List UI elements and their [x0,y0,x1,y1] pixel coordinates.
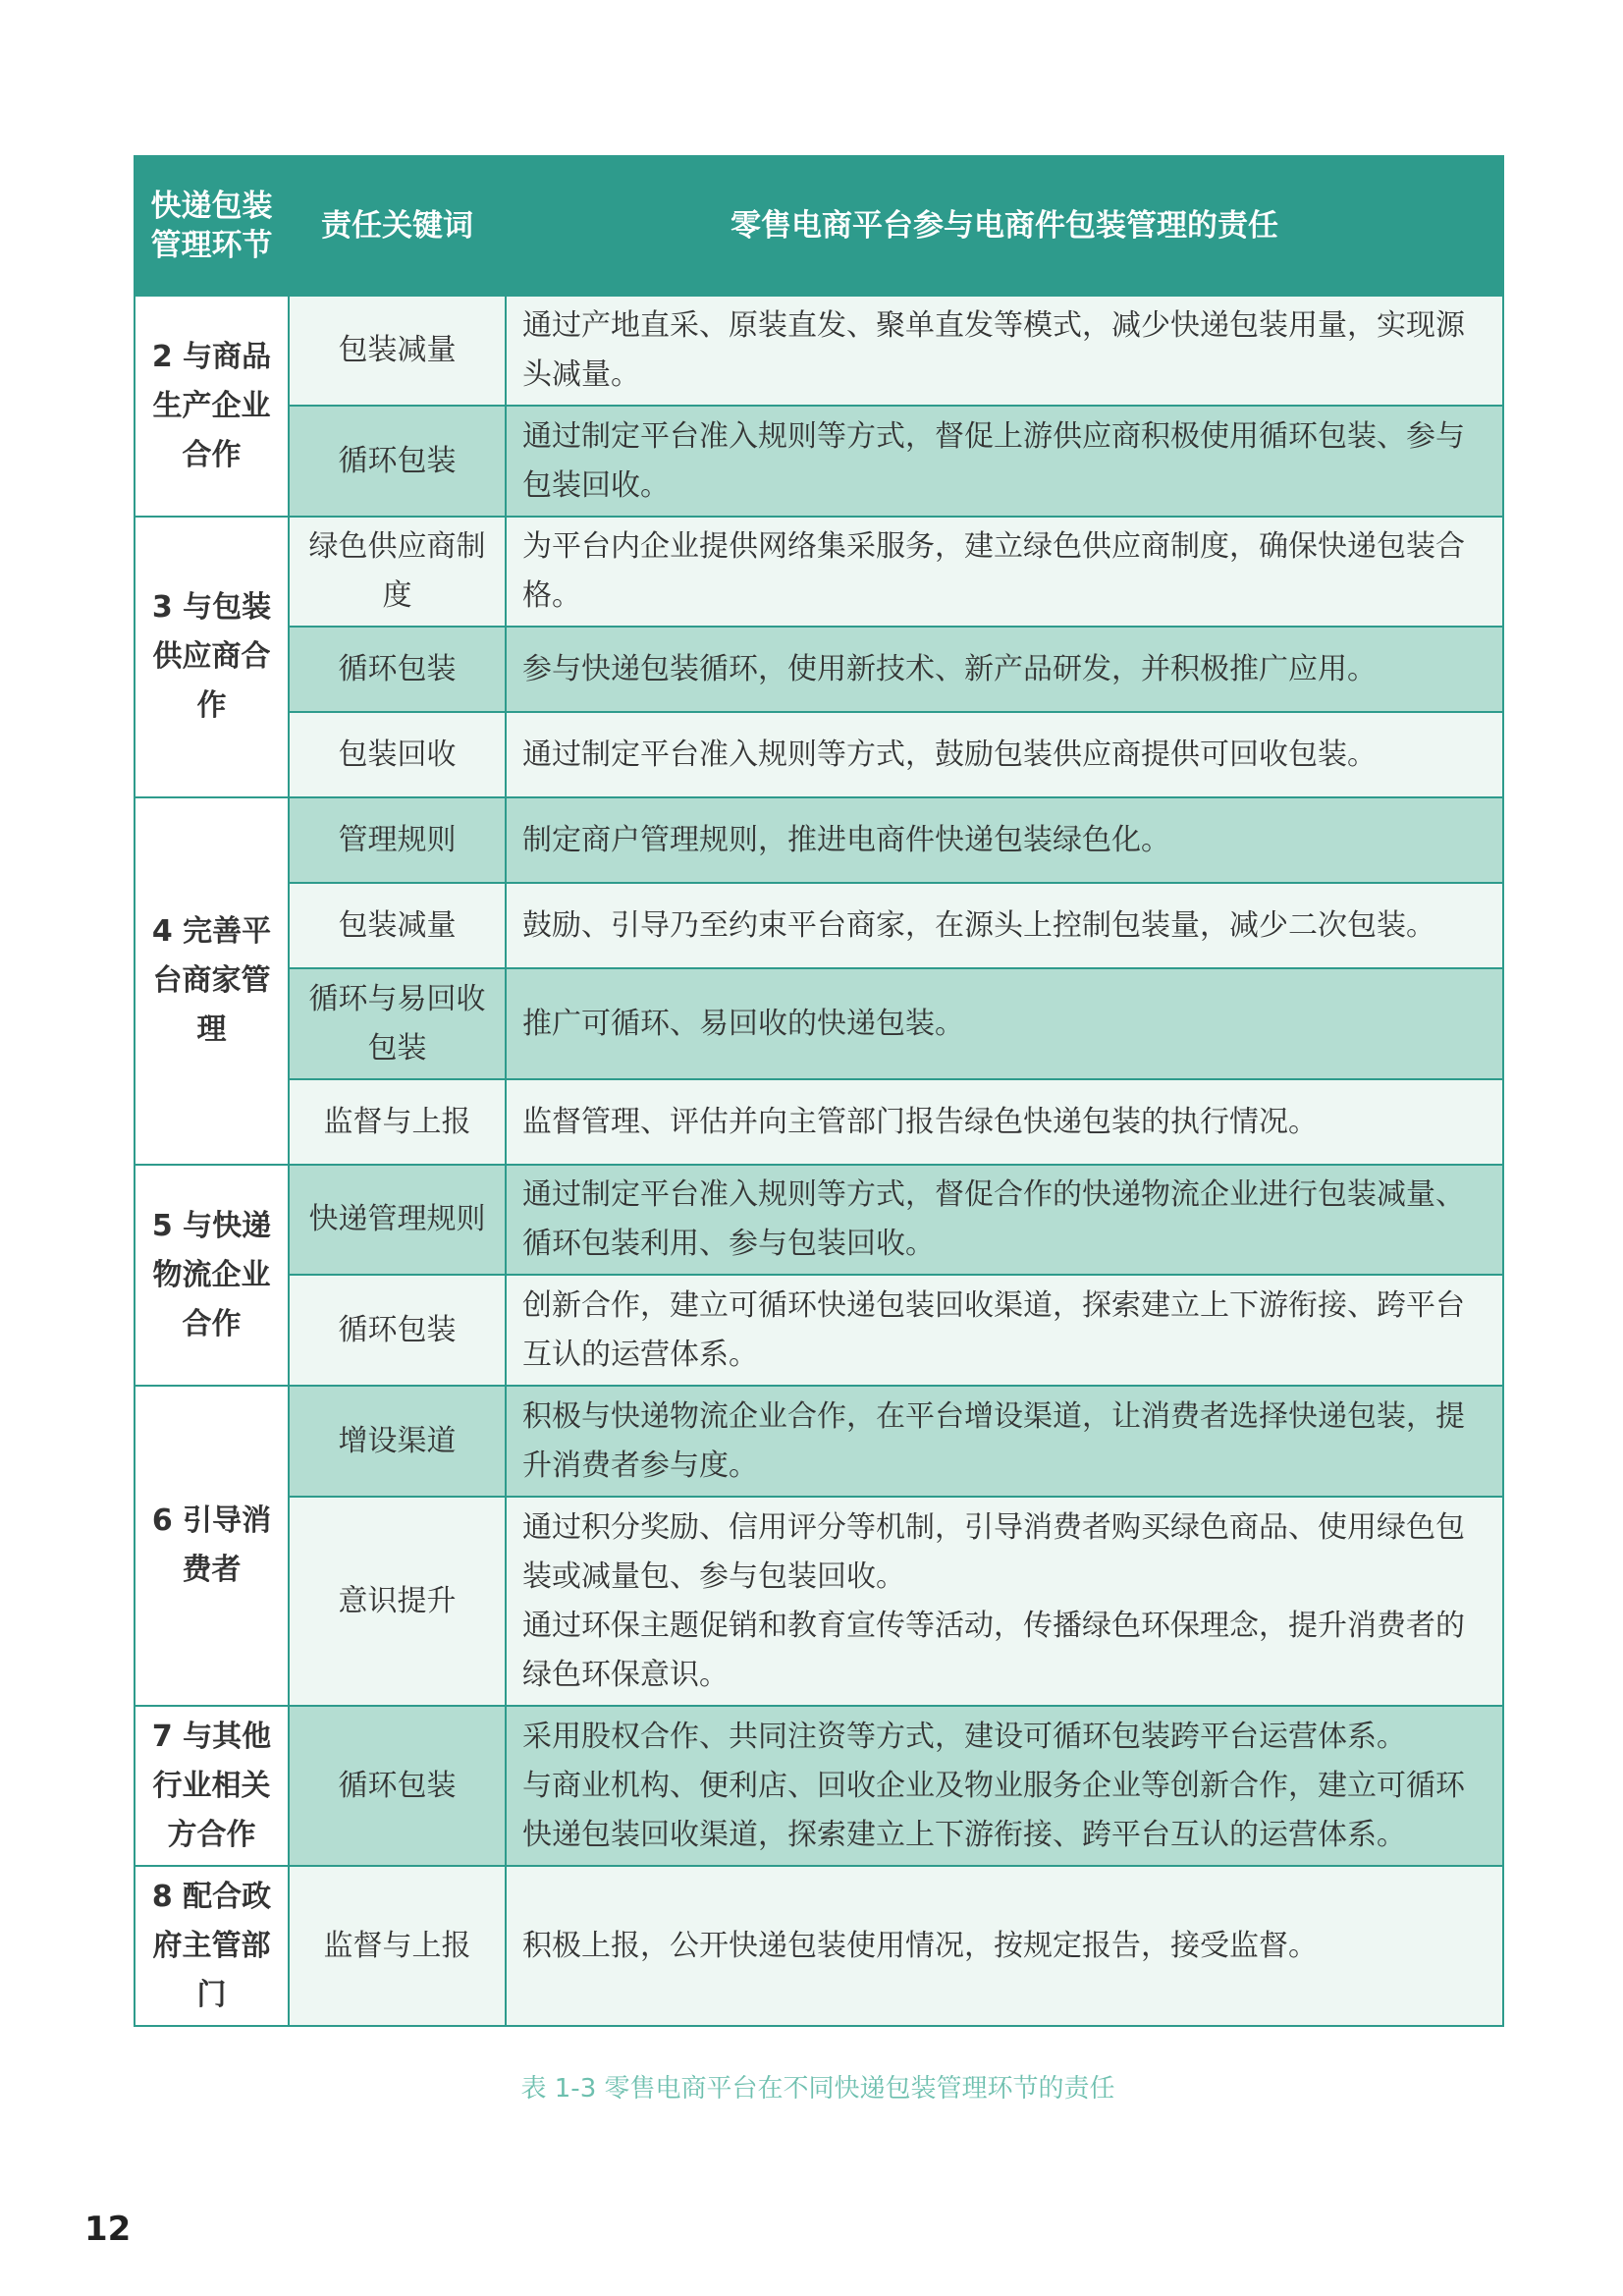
table-row [135,968,1503,1079]
description-paragraph: 采用股权合作、共同注资等方式，建设可循环包装跨平台运营体系。 [522,1719,1406,1754]
description-cell: 积极与快递物流企业合作，在平台增设渠道，让消费者选择快递包装，提升消费者参与度。 [506,1386,1503,1497]
description-cell: 创新合作，建立可循环快递包装回收渠道，探索建立上下游衔接、跨平台互认的运营体系。 [506,1275,1503,1386]
section-cell: 8 配合政府主管部门 [135,1866,289,2026]
table-row [135,1275,1503,1386]
table-row [135,1165,1503,1275]
section-cell: 4 完善平台商家管理 [135,797,289,1165]
description-paragraph: 通过环保主题促销和教育宣传等活动，传播绿色环保理念，提升消费者的绿色环保意识。 [522,1608,1465,1692]
keyword-cell: 循环包装 [289,1706,506,1866]
section-cell: 2 与商品生产企业合作 [135,296,289,517]
description-cell: 积极上报，公开快递包装使用情况，按规定报告，接受监督。 [506,1866,1503,2026]
table-row [135,1386,1503,1497]
description-cell: 通过产地直采、原装直发、聚单直发等模式，减少快递包装用量，实现源头减量。 [506,296,1503,406]
table-row [135,296,1503,406]
description-paragraph: 与商业机构、便利店、回收企业及物业服务企业等创新合作，建立可循环快递包装回收渠道，探索建立上下游衔接、跨平台互认的运营体系。 [522,1768,1465,1852]
description-cell [506,1497,1503,1706]
keyword-cell: 循环包装 [289,627,506,712]
header-stage: 快递包装管理环节 [135,156,289,296]
table-caption: 表 1-3 零售电商平台在不同快递包装管理环节的责任 [520,2074,1115,2104]
description-paragraph: 通过积分奖励、信用评分等机制，引导消费者购买绿色商品、使用绿色包装或减量包、参与包装回收。 [522,1509,1465,1594]
description-cell: 监督管理、评估并向主管部门报告绿色快递包装的执行情况。 [506,1079,1503,1165]
keyword-cell: 管理规则 [289,797,506,883]
keyword-cell: 循环包装 [289,406,506,517]
description-cell: 通过制定平台准入规则等方式，督促合作的快递物流企业进行包装减量、循环包装利用、参与包装回收。 [506,1165,1503,1275]
table-header-row [135,156,1503,296]
keyword-cell: 监督与上报 [289,1079,506,1165]
keyword-cell: 循环包装 [289,1275,506,1386]
section-cell: 5 与快递物流企业合作 [135,1165,289,1386]
table-row [135,517,1503,627]
section-cell: 3 与包装供应商合作 [135,517,289,797]
keyword-cell: 增设渠道 [289,1386,506,1497]
page-number: 12 [84,2210,132,2249]
table-row [135,1497,1503,1706]
table-row [135,883,1503,968]
keyword-cell: 包装回收 [289,712,506,797]
description-cell: 推广可循环、易回收的快递包装。 [506,968,1503,1079]
description-cell [506,1706,1503,1866]
header-keyword: 责任关键词 [289,156,506,296]
keyword-cell: 监督与上报 [289,1866,506,2026]
responsibility-table [134,155,1504,2027]
description-cell: 制定商户管理规则，推进电商件快递包装绿色化。 [506,797,1503,883]
description-cell: 鼓励、引导乃至约束平台商家，在源头上控制包装量，减少二次包装。 [506,883,1503,968]
description-cell: 通过制定平台准入规则等方式，鼓励包装供应商提供可回收包装。 [506,712,1503,797]
keyword-cell: 快递管理规则 [289,1165,506,1275]
keyword-cell: 包装减量 [289,296,506,406]
table-row [135,1866,1503,2026]
keyword-cell: 包装减量 [289,883,506,968]
description-cell: 通过制定平台准入规则等方式，督促上游供应商积极使用循环包装、参与包装回收。 [506,406,1503,517]
keyword-cell: 意识提升 [289,1497,506,1706]
keyword-cell: 循环与易回收包装 [289,968,506,1079]
section-cell: 6 引导消费者 [135,1386,289,1706]
table-row [135,797,1503,883]
table-row [135,1079,1503,1165]
header-responsibility: 零售电商平台参与电商件包装管理的责任 [506,156,1503,296]
table-row [135,627,1503,712]
keyword-cell: 绿色供应商制度 [289,517,506,627]
table-row [135,712,1503,797]
section-cell: 7 与其他行业相关方合作 [135,1706,289,1866]
description-cell: 参与快递包装循环，使用新技术、新产品研发，并积极推广应用。 [506,627,1503,712]
description-cell: 为平台内企业提供网络集采服务，建立绿色供应商制度，确保快递包装合格。 [506,517,1503,627]
table-row [135,406,1503,517]
table-row [135,1706,1503,1866]
